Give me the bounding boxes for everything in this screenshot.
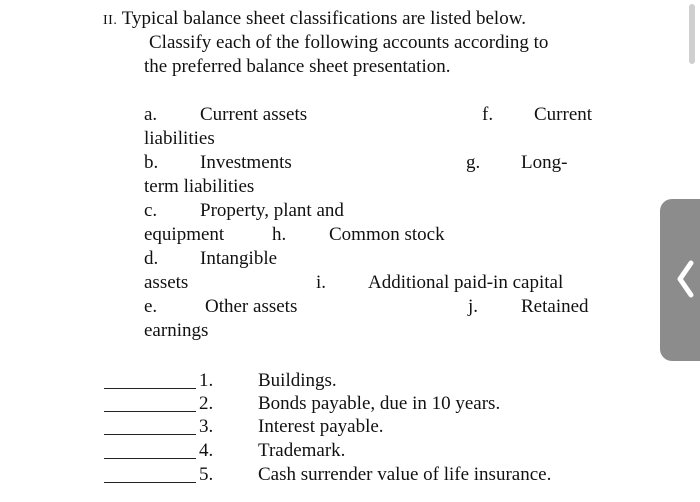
class-f-wrap: liabilities bbox=[144, 128, 215, 149]
scrollbar[interactable] bbox=[689, 4, 695, 64]
class-g-letter: g. bbox=[466, 152, 481, 173]
item-number: 1. bbox=[199, 370, 214, 391]
answer-blank-1[interactable] bbox=[104, 388, 196, 389]
question-line-2: Classify each of the following accounts according to bbox=[149, 32, 549, 53]
class-j-letter: j. bbox=[468, 296, 479, 317]
class-c-wrap: equipment bbox=[144, 224, 225, 245]
class-g-wrap: term liabilities bbox=[144, 176, 255, 197]
item-number: 2. bbox=[199, 393, 214, 414]
class-i-letter: i. bbox=[316, 272, 327, 293]
class-j-text: Retained bbox=[521, 296, 589, 317]
class-e-text: Other assets bbox=[205, 296, 298, 317]
class-h-letter: h. bbox=[272, 224, 287, 245]
class-f-letter: f. bbox=[482, 104, 494, 125]
answer-blank-2[interactable] bbox=[104, 411, 196, 412]
item-number: 5. bbox=[199, 464, 214, 485]
class-j-wrap: earnings bbox=[144, 320, 209, 341]
class-h-text: Common stock bbox=[329, 224, 445, 245]
class-b-letter: b. bbox=[144, 152, 159, 173]
class-e-letter: e. bbox=[144, 296, 158, 317]
class-d-letter: d. bbox=[144, 248, 159, 269]
item-text: Buildings. bbox=[258, 370, 337, 391]
chevron-left-icon bbox=[674, 257, 698, 308]
question-number: II. bbox=[103, 13, 118, 28]
class-a-text: Current assets bbox=[200, 104, 308, 125]
answer-blank-3[interactable] bbox=[104, 434, 196, 435]
item-text: Bonds payable, due in 10 years. bbox=[258, 393, 501, 414]
class-d-text: Intangible bbox=[200, 248, 278, 269]
answer-blank-4[interactable] bbox=[104, 458, 196, 459]
class-b-text: Investments bbox=[200, 152, 292, 173]
class-g-text: Long- bbox=[521, 152, 568, 173]
question-line-1: Typical balance sheet classifications are listed below. bbox=[121, 8, 526, 29]
side-panel-toggle[interactable] bbox=[660, 199, 700, 361]
class-c-text: Property, plant and bbox=[200, 200, 344, 221]
class-i-text: Additional paid-in capital bbox=[368, 272, 564, 293]
question-header bbox=[103, 7, 526, 33]
answer-blank-5[interactable] bbox=[104, 482, 196, 483]
item-number: 3. bbox=[199, 416, 214, 437]
item-number: 4. bbox=[199, 440, 214, 461]
class-a-letter: a. bbox=[144, 104, 158, 125]
class-f-text: Current bbox=[534, 104, 593, 125]
item-text: Cash surrender value of life insurance. bbox=[258, 464, 552, 485]
item-text: Trademark. bbox=[258, 440, 346, 461]
item-text: Interest payable. bbox=[258, 416, 384, 437]
question-line-3: the preferred balance sheet presentation. bbox=[144, 56, 451, 77]
class-d-wrap: assets bbox=[144, 272, 189, 293]
class-c-letter: c. bbox=[144, 200, 158, 221]
